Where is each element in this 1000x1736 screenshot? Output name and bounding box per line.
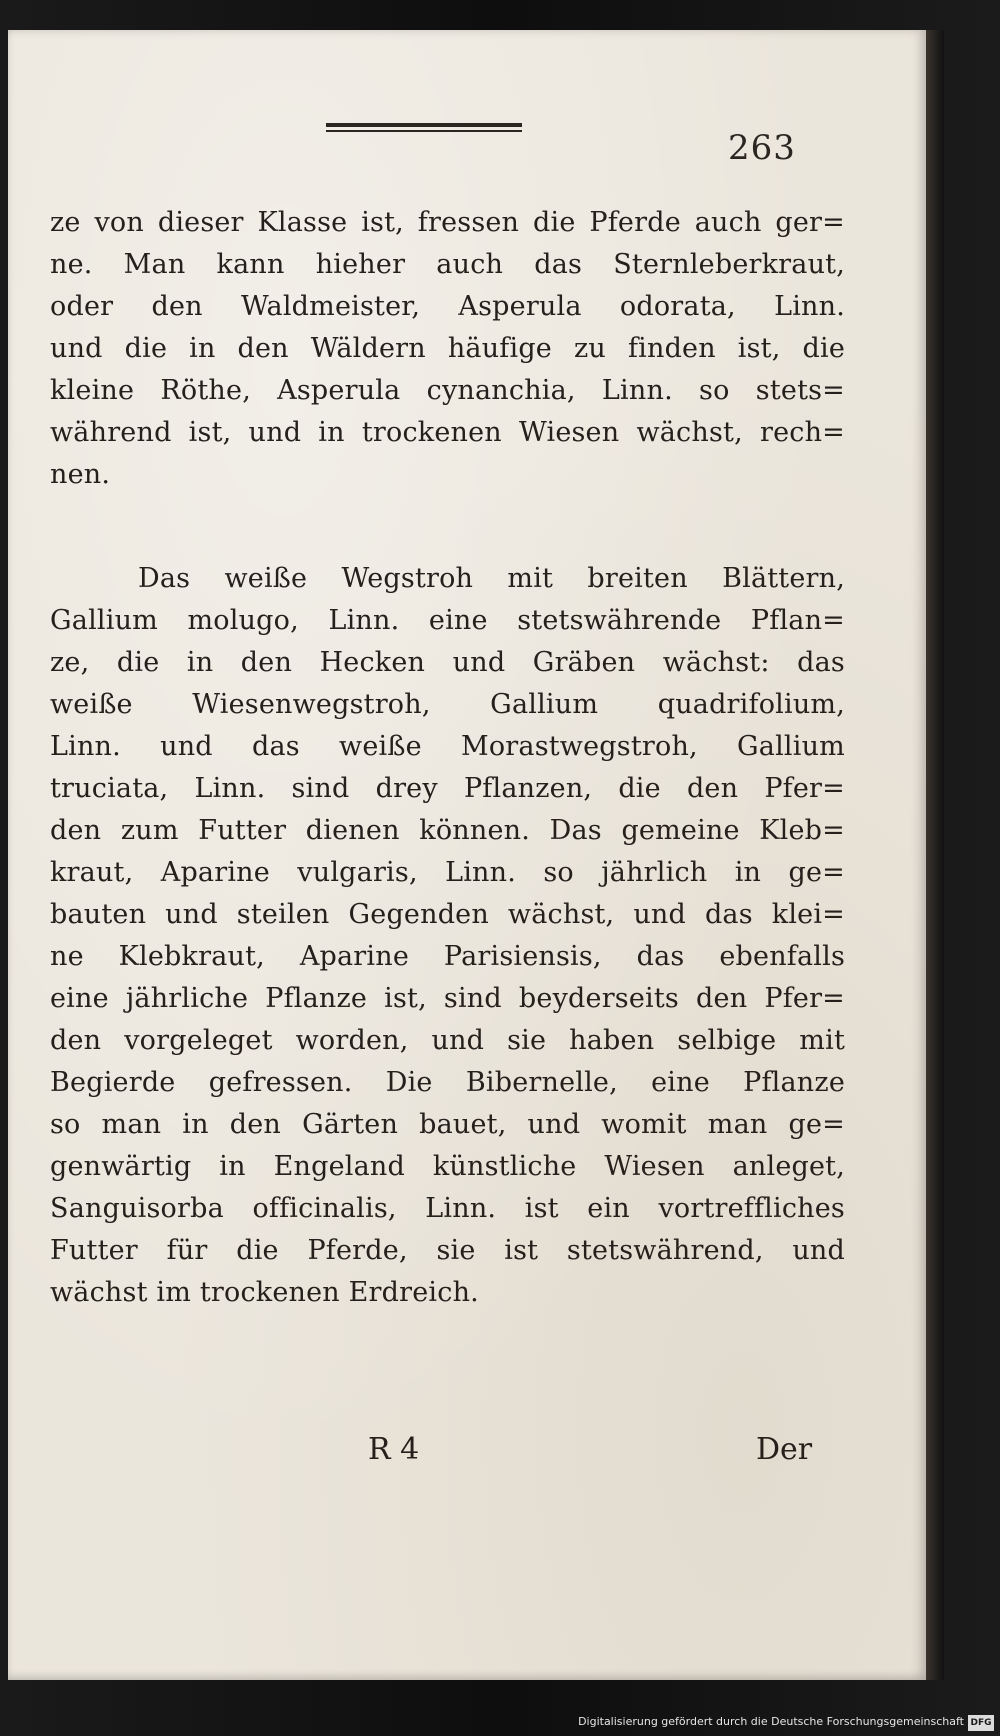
dfg-logo: DFG [968, 1715, 994, 1731]
text-line: so man in den Gärten bauet, und womit man ge= [50, 1109, 845, 1140]
text-line: während ist, und in trockenen Wiesen wächst, rech= [50, 417, 845, 448]
text-line: Begierde gefressen. Die Bibernelle, eine Pflanze [50, 1067, 845, 1098]
page-edge [926, 30, 944, 1680]
text-line: und die in den Wäldern häufige zu finden ist, die [50, 333, 845, 364]
text-line: nen. [50, 459, 111, 490]
text-line: Futter für die Pferde, sie ist stetswährend, und [50, 1235, 845, 1266]
digitization-credit: Digitalisierung gefördert durch die Deutsche Forschungsgemeinschaft [578, 1715, 964, 1728]
header-rule-thin [326, 130, 522, 132]
text-line: bauten und steilen Gegenden wächst, und das klei= [50, 899, 845, 930]
catchword: Der [756, 1432, 813, 1467]
text-line: wächst im trockenen Erdreich. [50, 1277, 479, 1308]
text-line: den vorgeleget worden, und sie haben selbige mit [50, 1025, 845, 1056]
page-number: 263 [728, 128, 796, 168]
text-line: weiße Wiesenwegstroh, Gallium quadrifolium, [50, 689, 845, 720]
text-line: truciata, Linn. sind drey Pflanzen, die den Pfer= [50, 773, 845, 804]
header-rule-thick [326, 123, 522, 127]
page-body [50, 202, 845, 1314]
paragraph-spacer [50, 496, 845, 558]
text-line: kraut, Aparine vulgaris, Linn. so jährlich in ge= [50, 857, 845, 888]
text-line: oder den Waldmeister, Asperula odorata, Linn. [50, 291, 845, 322]
text-line: Sanguisorba officinalis, Linn. ist ein vortreffliches [50, 1193, 845, 1224]
paragraph-1 [50, 202, 845, 496]
text-line: ne Klebkraut, Aparine Parisiensis, das ebenfalls [50, 941, 845, 972]
header-ornament-rule [326, 120, 522, 134]
text-line: kleine Röthe, Asperula cynanchia, Linn. so stets= [50, 375, 845, 406]
text-line: genwärtig in Engeland künstliche Wiesen anleget, [50, 1151, 845, 1182]
text-line: ze, die in den Hecken und Gräben wächst: das [50, 647, 845, 678]
text-line: eine jährliche Pflanze ist, sind beyderseits den Pfer= [50, 983, 845, 1014]
text-line: ze von dieser Klasse ist, fressen die Pferde auch ger= [50, 207, 845, 238]
text-line: den zum Futter dienen können. Das gemeine Kleb= [50, 815, 845, 846]
signature-mark: R 4 [368, 1432, 420, 1467]
text-line: Gallium molugo, Linn. eine stetswährende Pflan= [50, 605, 845, 636]
text-line: Das weiße Wegstroh mit breiten Blättern, [138, 563, 845, 594]
text-line: ne. Man kann hieher auch das Sternleberkraut, [50, 249, 845, 280]
text-line: Linn. und das weiße Morastwegstroh, Gallium [50, 731, 845, 762]
paragraph-2 [50, 558, 845, 1314]
